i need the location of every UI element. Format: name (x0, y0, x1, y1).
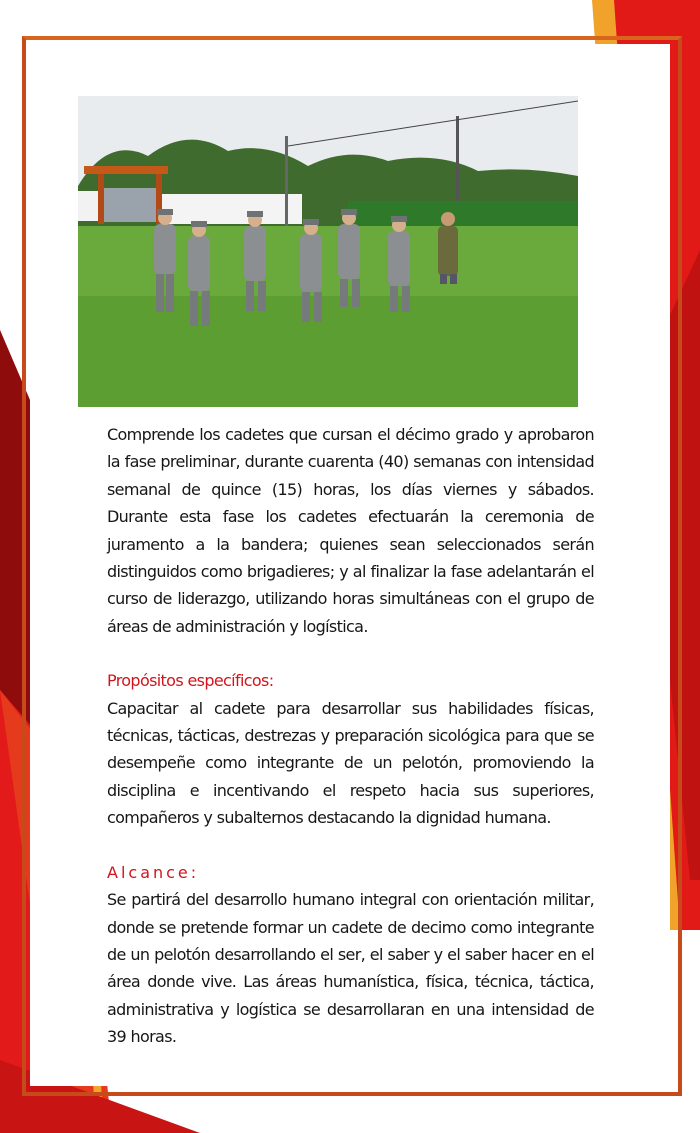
cadets-photo (78, 96, 578, 407)
paragraph-intro: Comprende los cadetes que cursan el décimo grado y aprobaron la fase preliminar, durante cuarenta (40) semanas con intensidad semanal de quince (15) horas, los días viernes y sábados. Durante esta fase los cadetes efectuarán la ceremonia de juramento a la bandera; quienes sean seleccionados serán distinguidos como brigadieres; y al finalizar la fase adelantarán el curso de liderazgo, utilizando horas simultáneas con el grupo de áreas de administración y logística. (107, 425, 594, 636)
paragraph-propositos: Capacitar al cadete para desarrollar sus habilidades físicas, técnicas, tácticas, destrezas y preparación sicológica para que se desempeñe como integrante de un pelotón, promoviendo la disciplina e incentivando el respeto hacia sus superiores, compañeros y subalternos destacando la dignidad humana. (107, 698, 594, 828)
document-body (107, 421, 594, 1051)
heading-alcance: Alcance: (107, 862, 200, 882)
paragraph-alcance: Se partirá del desarrollo humano integral con orientación militar, donde se pretende formar un cadete de decimo como integrante de un pelotón desarrollando el ser, el saber y el saber hacer en el área donde vive. Las áreas humanística, física, técnica, táctica, administrativa y logística se desarrollaran en una intensidad de 39 horas. (107, 890, 594, 1047)
heading-propositos: Propósitos específicos: (107, 671, 274, 691)
